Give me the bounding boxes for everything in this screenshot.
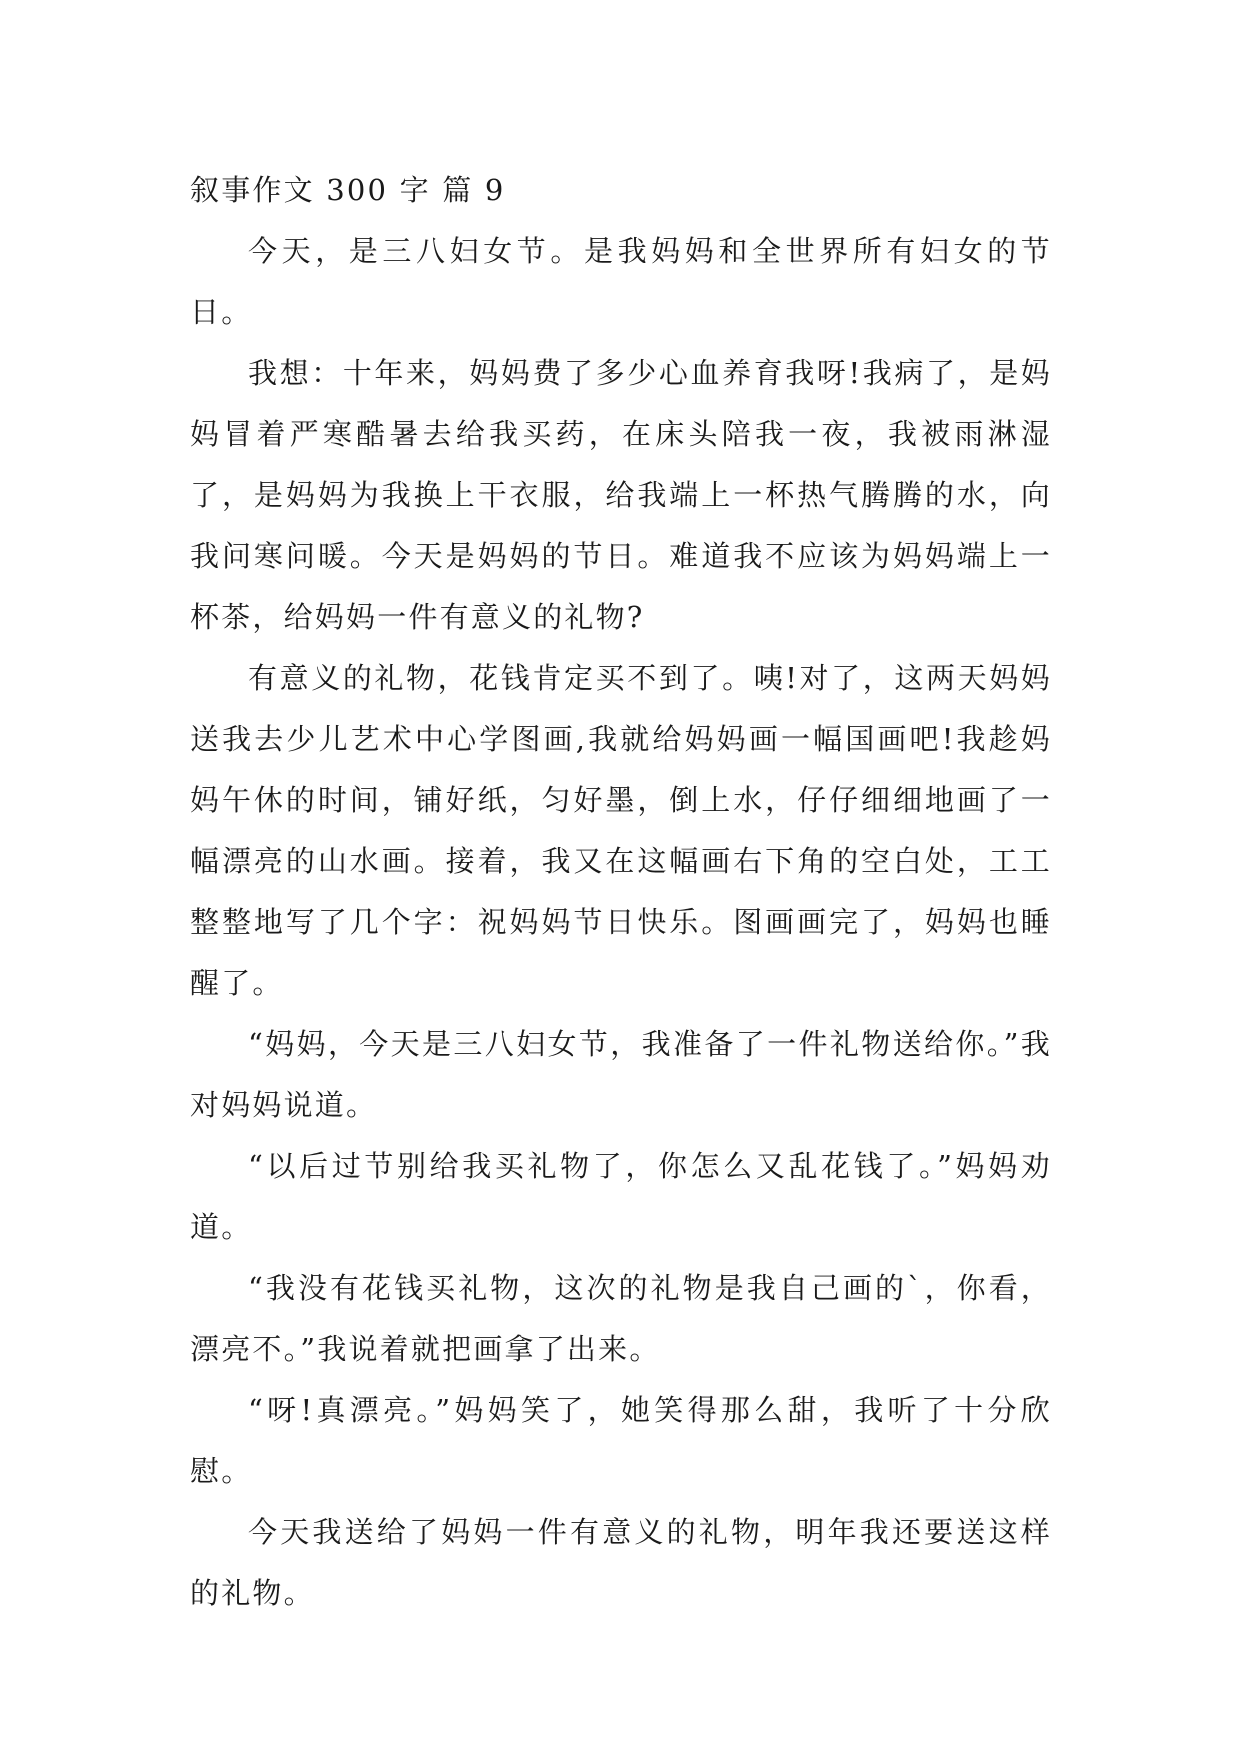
document-body — [190, 160, 1052, 1624]
paragraph-5: “以后过节别给我买礼物了，你怎么又乱花钱了。”妈妈劝道。 — [190, 1149, 1052, 1244]
paragraph-8: 今天我送给了妈妈一件有意义的礼物，明年我还要送这样的礼物。 — [190, 1515, 1052, 1610]
document-title: 叙事作文 300 字 篇 9 — [190, 173, 506, 207]
paragraph-4: “妈妈，今天是三八妇女节，我准备了一件礼物送给你。”我对妈妈说道。 — [190, 1027, 1052, 1122]
paragraph-2: 我想：十年来，妈妈费了多少心血养育我呀!我病了，是妈妈冒着严寒酷暑去给我买药，在床头陪我一夜，我被雨淋湿了，是妈妈为我换上干衣服，给我端上一杯热气腾腾的水，向我问寒问暖。今天是妈妈的节日。难道我不应该为妈妈端上一杯茶，给妈妈一件有意义的礼物? — [190, 356, 1052, 634]
paragraph-6: “我没有花钱买礼物，这次的礼物是我自己画的`，你看，漂亮不。”我说着就把画拿了出来。 — [190, 1271, 1052, 1366]
paragraph-1: 今天，是三八妇女节。是我妈妈和全世界所有妇女的节日。 — [190, 234, 1052, 329]
paragraph-3: 有意义的礼物，花钱肯定买不到了。咦!对了，这两天妈妈送我去少儿艺术中心学图画,我就给妈妈画一幅国画吧!我趁妈妈午休的时间，铺好纸，匀好墨，倒上水，仔仔细细地画了一幅漂亮的山水画。接着，我又在这幅画右下角的空白处，工工整整地写了几个字：祝妈妈节日快乐。图画画完了，妈妈也睡醒了。 — [190, 661, 1052, 1000]
paragraph-7: “呀!真漂亮。”妈妈笑了，她笑得那么甜，我听了十分欣慰。 — [190, 1393, 1052, 1488]
